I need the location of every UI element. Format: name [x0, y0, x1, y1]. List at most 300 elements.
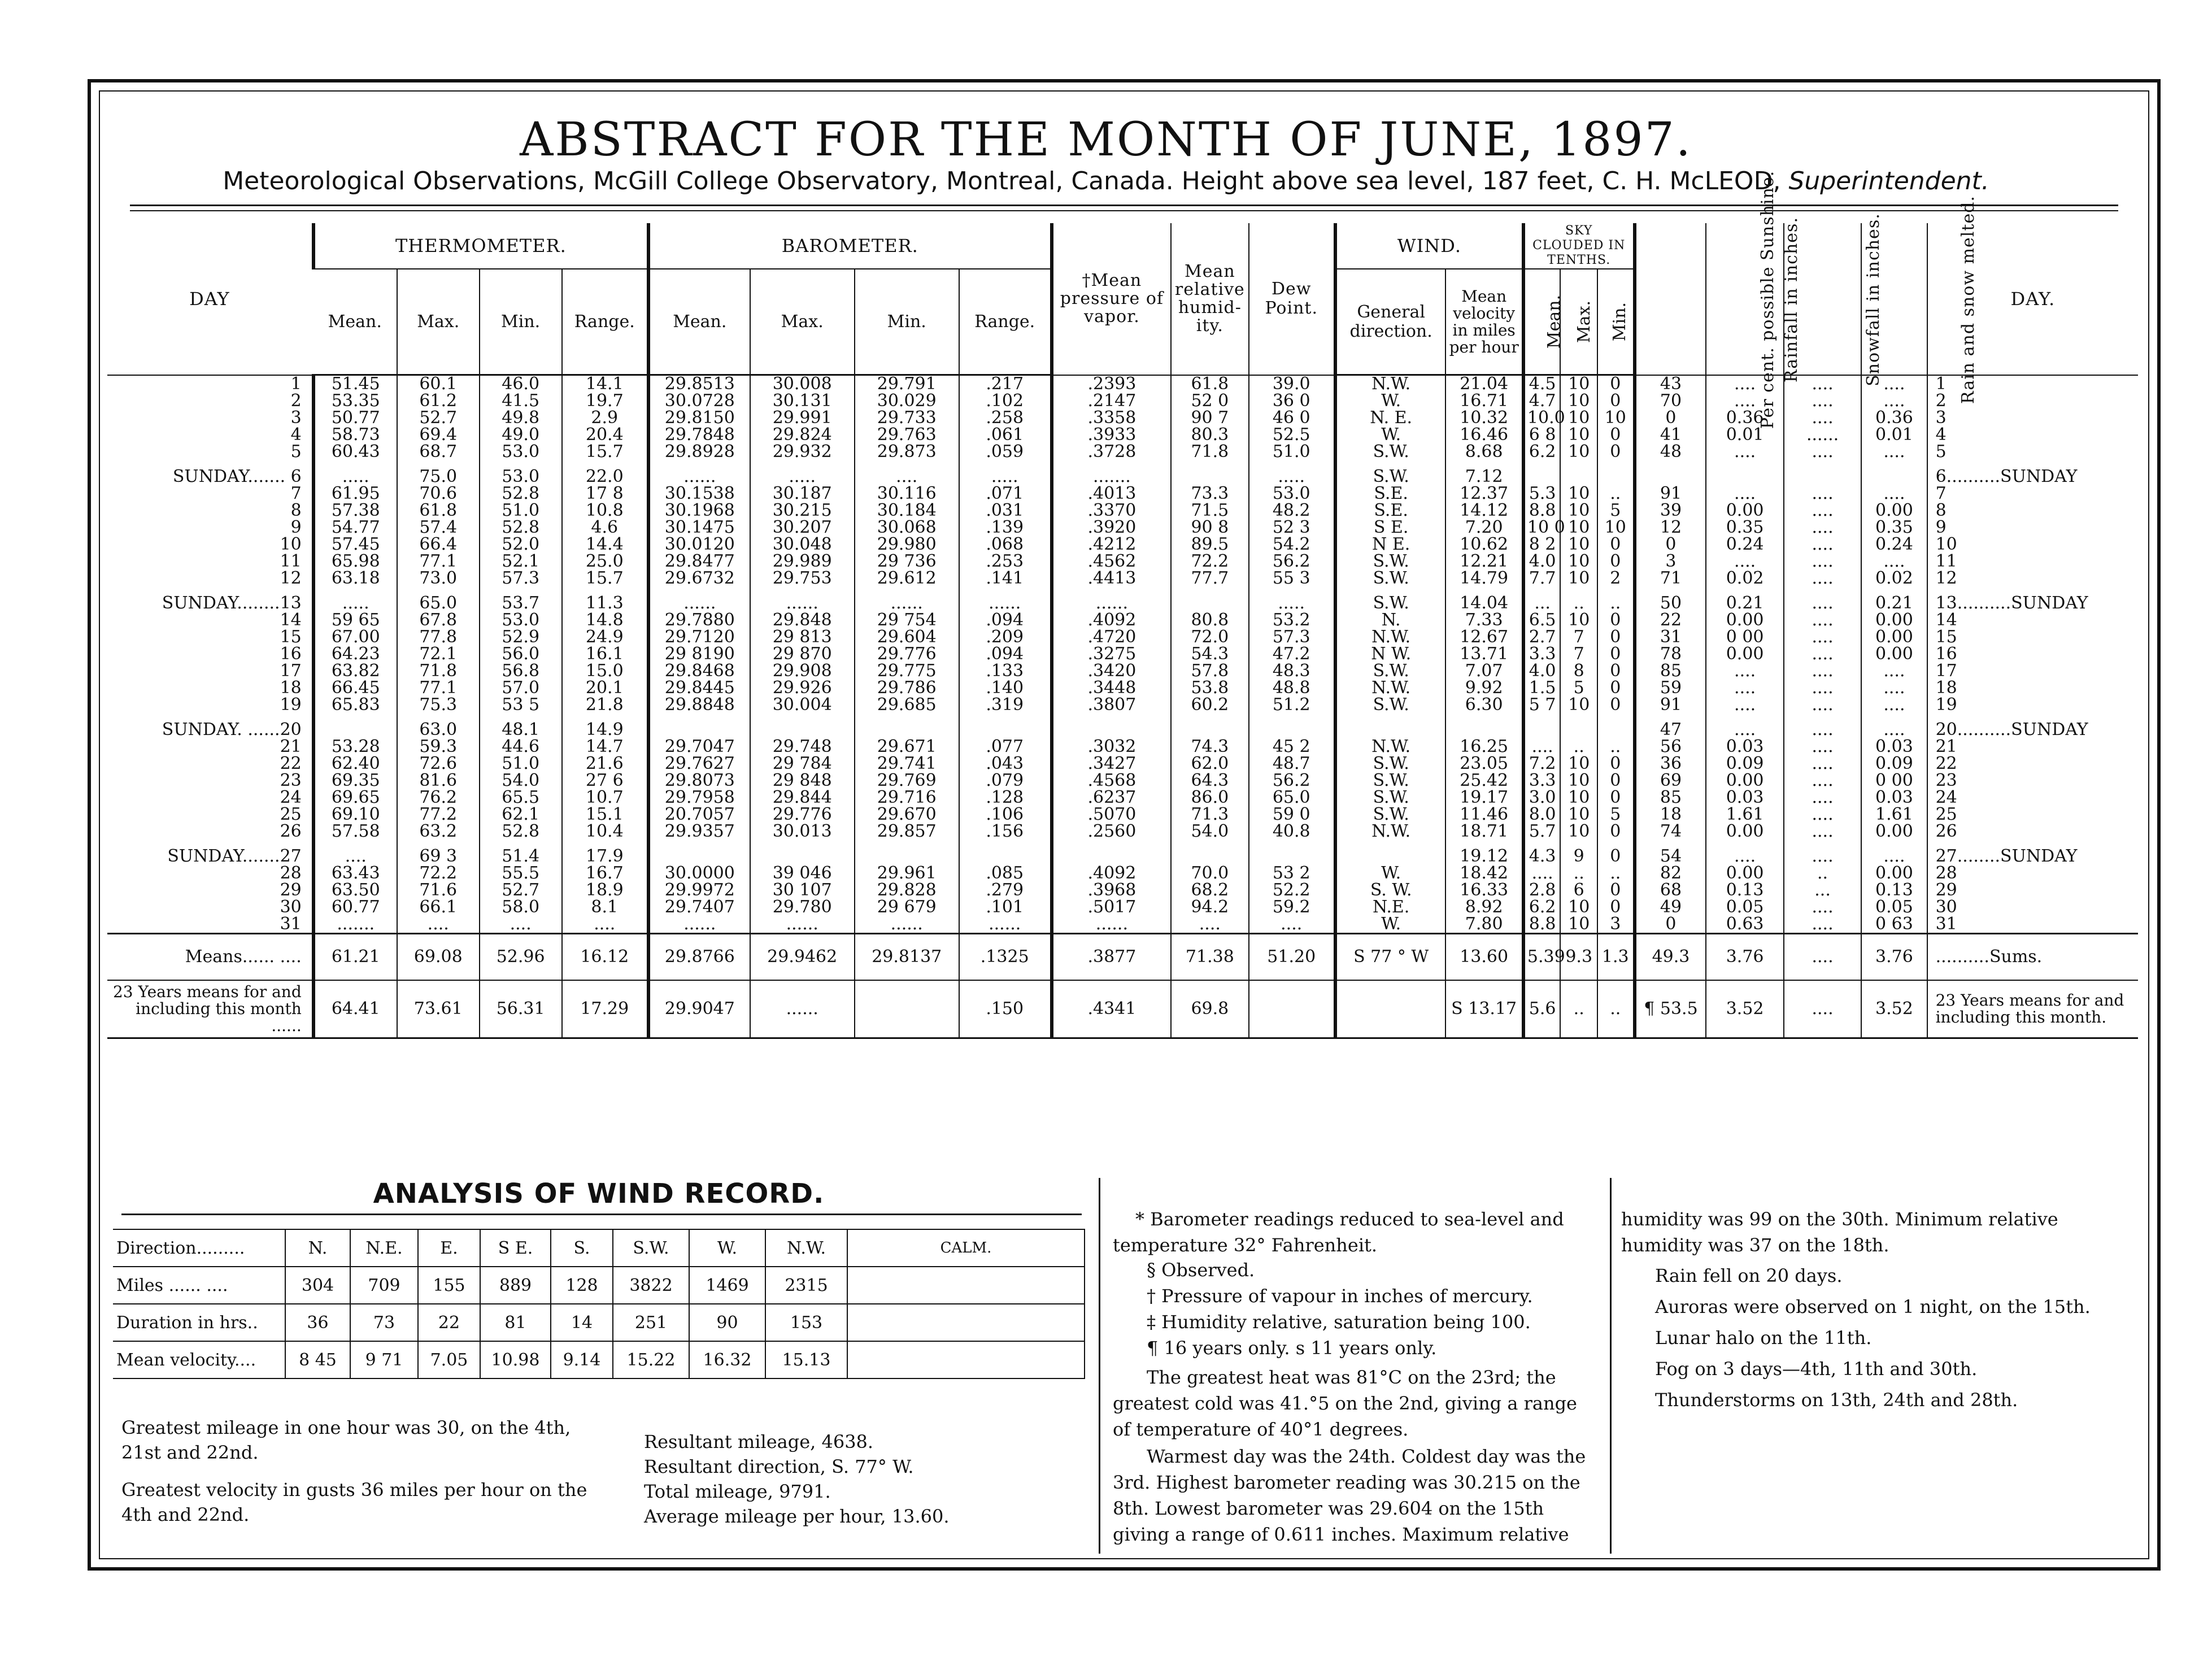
cell-20: 26 — [1927, 823, 2138, 840]
cell-12: 13.71 — [1445, 646, 1523, 663]
table-row — [107, 899, 2138, 916]
cell-19: .... — [1861, 721, 1927, 738]
cell-9: 80.8 — [1171, 612, 1248, 629]
cell-14: 10 — [1560, 375, 1597, 393]
cell-1: 73.61 — [397, 980, 480, 1038]
cell-2: 53.0 — [480, 468, 562, 485]
day-label: 25 — [280, 804, 302, 824]
cell-8: ...... — [1052, 595, 1171, 612]
cell-12: 7.20 — [1445, 519, 1523, 536]
cell-7: ...... — [959, 916, 1052, 934]
wind-cell: 14 — [551, 1304, 613, 1341]
cell-2: 52.8 — [480, 823, 562, 840]
cell-12 — [1445, 721, 1523, 738]
cell-5: 29.824 — [750, 427, 855, 443]
cell-16: 85 — [1635, 663, 1706, 680]
day-label: SUNDAY....... 6 — [172, 467, 302, 486]
cell-15: 0 — [1597, 629, 1635, 646]
cell-7: .106 — [959, 806, 1052, 823]
cell-19: 0.35 — [1861, 519, 1927, 536]
cell-7: .217 — [959, 375, 1052, 393]
cell-12: 23.05 — [1445, 755, 1523, 772]
cell-10: 56.2 — [1249, 553, 1335, 570]
cell-13: 6.5 — [1523, 612, 1561, 629]
cell-9: 53.8 — [1171, 680, 1248, 697]
cell-4: 29.7880 — [648, 612, 750, 629]
cell-18: .... — [1784, 848, 1861, 865]
cell-15: 0 — [1597, 848, 1635, 865]
cell-7: .031 — [959, 502, 1052, 519]
gap-cell — [959, 840, 1052, 848]
wind-cell: 1469 — [689, 1267, 765, 1304]
cell-2: 57.0 — [480, 680, 562, 697]
cell-12: 16.25 — [1445, 738, 1523, 755]
cell-14: 10 — [1560, 806, 1597, 823]
cell-8: .3933 — [1052, 427, 1171, 443]
cell-12: 14.79 — [1445, 570, 1523, 587]
cell-7: .128 — [959, 789, 1052, 806]
cell-2: 52.7 — [480, 882, 562, 899]
cell-12: 16.71 — [1445, 393, 1523, 410]
day-label: 18 — [280, 678, 302, 698]
cell-13: 8.0 — [1523, 806, 1561, 823]
cell-12: 12.37 — [1445, 485, 1523, 502]
cell-10: 52 3 — [1249, 519, 1335, 536]
cell-20: 30 — [1927, 899, 2138, 916]
cell-3: 18.9 — [562, 882, 648, 899]
cell-11: N.W. — [1335, 375, 1446, 393]
sky-mean-label: Mean. — [1544, 294, 1564, 349]
cell-20: 28 — [1927, 865, 2138, 882]
table-row — [107, 772, 2138, 789]
cell-5: 29.989 — [750, 553, 855, 570]
cell-9: 90 8 — [1171, 519, 1248, 536]
cell-16: 91 — [1635, 697, 1706, 714]
table-row — [107, 806, 2138, 823]
cell-19: 0.00 — [1861, 502, 1927, 519]
cell-9: 71.3 — [1171, 806, 1248, 823]
cell-5: 29.848 — [750, 612, 855, 629]
cell-13: 7.2 — [1523, 755, 1561, 772]
cell-11: S.W. — [1335, 468, 1446, 485]
cell-5: 29.926 — [750, 680, 855, 697]
gap-cell — [648, 714, 750, 721]
cell-14: 10 — [1560, 410, 1597, 427]
cell-4: 29.8468 — [648, 663, 750, 680]
cell-1: 77.8 — [397, 629, 480, 646]
cell-14: 10 — [1560, 427, 1597, 443]
cell-15: 0 — [1597, 789, 1635, 806]
cell-4 — [648, 848, 750, 865]
wind-header-row — [113, 1229, 1085, 1267]
gap-cell — [1597, 460, 1635, 468]
cell-7 — [959, 848, 1052, 865]
cell-1: .... — [397, 916, 480, 934]
cell-14 — [1560, 721, 1597, 738]
cell-20: 18 — [1927, 680, 2138, 697]
cell-16: 0 — [1635, 536, 1706, 553]
cell-7: .085 — [959, 865, 1052, 882]
cell-7: .079 — [959, 772, 1052, 789]
remark-lunar-halo: Lunar halo on the 11th. — [1655, 1327, 1872, 1349]
cell-10: 51.20 — [1249, 934, 1335, 981]
cell-7: .140 — [959, 680, 1052, 697]
cell-16: 41 — [1635, 427, 1706, 443]
cell-10: 53.0 — [1249, 485, 1335, 502]
cell-15: 0 — [1597, 823, 1635, 840]
cell-8: .3807 — [1052, 697, 1171, 714]
cell-14: 9 — [1560, 848, 1597, 865]
cell-15: 0 — [1597, 443, 1635, 460]
cell-17: 0.00 — [1706, 772, 1783, 789]
cell-19: 0.21 — [1861, 595, 1927, 612]
cell-8: ...... — [1052, 916, 1171, 934]
cell-9: 54.3 — [1171, 646, 1248, 663]
rainfall-label: Rainfall in inches. — [1782, 216, 1802, 382]
day-label: 22 — [280, 754, 302, 773]
wind-header-cell: E. — [418, 1229, 480, 1267]
cell-15: 0 — [1597, 393, 1635, 410]
cell-15: .. — [1597, 595, 1635, 612]
cell-15: 0 — [1597, 772, 1635, 789]
cell-20: 10 — [1927, 536, 2138, 553]
day-label: 26 — [280, 821, 302, 841]
cell-11: S.W. — [1335, 697, 1446, 714]
cell-13: 6.2 — [1523, 899, 1561, 916]
cell-17: 0.00 — [1706, 823, 1783, 840]
cell-19: .... — [1861, 553, 1927, 570]
cell-9: .... — [1171, 916, 1248, 934]
cell-15: .. — [1597, 738, 1635, 755]
gap-cell — [1784, 460, 1861, 468]
cell-5: 30 107 — [750, 882, 855, 899]
cell-6: 29 679 — [855, 899, 959, 916]
cell-11: N. — [1335, 612, 1446, 629]
cell-11: S.E. — [1335, 485, 1446, 502]
cell-18: ... — [1784, 882, 1861, 899]
cell-8: .5070 — [1052, 806, 1171, 823]
gap-cell — [1171, 714, 1248, 721]
cell-14: 6 — [1560, 882, 1597, 899]
cell-13: 4.0 — [1523, 553, 1561, 570]
day-label: 9 — [290, 517, 302, 537]
cell-5: 30.048 — [750, 536, 855, 553]
cell-3: 2.9 — [562, 410, 648, 427]
cell-1: 66.4 — [397, 536, 480, 553]
cell-9: 52 0 — [1171, 393, 1248, 410]
table-row — [107, 410, 2138, 427]
cell-4: 29.8477 — [648, 553, 750, 570]
cell-13: 6 8 — [1523, 427, 1561, 443]
cell-9: 72.2 — [1171, 553, 1248, 570]
cell-9: 94.2 — [1171, 899, 1248, 916]
cell-9: 80.3 — [1171, 427, 1248, 443]
cell-7: .141 — [959, 570, 1052, 587]
cell-14: 7 — [1560, 629, 1597, 646]
sky-max-header — [1560, 269, 1597, 375]
cell-4: 30.0120 — [648, 536, 750, 553]
wind-cell: 9.14 — [551, 1341, 613, 1378]
cell-11: S.E. — [1335, 502, 1446, 519]
day-label: 31 — [280, 914, 302, 934]
cell-14: 10 — [1560, 697, 1597, 714]
gap-cell — [1523, 460, 1561, 468]
cell-14: 10 — [1560, 519, 1597, 536]
cell-16: 36 — [1635, 755, 1706, 772]
cell-4: 29.8766 — [648, 934, 750, 981]
cell-0: 57.45 — [313, 536, 397, 553]
gap-cell — [648, 840, 750, 848]
cell-14: 5 — [1560, 680, 1597, 697]
cell-0: 53.28 — [313, 738, 397, 755]
cell-2: 44.6 — [480, 738, 562, 755]
cell-0: ..... — [313, 468, 397, 485]
cell-20: 14 — [1927, 612, 2138, 629]
therm-min-header: Min. — [480, 269, 562, 375]
cell-16: ¶ 53.5 — [1635, 980, 1706, 1038]
cell-0: 69.35 — [313, 772, 397, 789]
cell-19: .... — [1861, 663, 1927, 680]
cell-3: 8.1 — [562, 899, 648, 916]
cell-4: ...... — [648, 916, 750, 934]
cell-9: 86.0 — [1171, 789, 1248, 806]
cell-4: 30.0000 — [648, 865, 750, 882]
cell-6: 30.184 — [855, 502, 959, 519]
wind-title-rule — [121, 1214, 1082, 1215]
cell-11: S.W. — [1335, 806, 1446, 823]
gap-cell — [1523, 714, 1561, 721]
cell-19: 3.76 — [1861, 934, 1927, 981]
cell-20: 9 — [1927, 519, 2138, 536]
cell-12: 18.71 — [1445, 823, 1523, 840]
cell-14: 8 — [1560, 663, 1597, 680]
cell-3: 15.7 — [562, 443, 648, 460]
gap-cell — [1861, 460, 1927, 468]
cell-20: 2 — [1927, 393, 2138, 410]
cell-20: 24 — [1927, 789, 2138, 806]
paragraph-barometer: Warmest day was the 24th. Coldest day was the 3rd. Highest barometer reading was 30.215 on the 8th. Lowest barometer was 29.604 on the 15th giving a range of 0.611 inches. Maximum relative — [1113, 1446, 1586, 1545]
gap-cell — [1597, 714, 1635, 721]
day-label: SUNDAY........13 — [162, 593, 302, 613]
cell-7: .059 — [959, 443, 1052, 460]
cell-2: 52.0 — [480, 536, 562, 553]
wind-cell: 81 — [480, 1304, 551, 1341]
cell-6: 30.116 — [855, 485, 959, 502]
cell-8: .5017 — [1052, 899, 1171, 916]
cell-11: W. — [1335, 427, 1446, 443]
gap-cell — [1171, 587, 1248, 595]
cell-2: 48.1 — [480, 721, 562, 738]
table-row — [107, 485, 2138, 502]
cell-11: N E. — [1335, 536, 1446, 553]
wind-header-cell: N.W. — [765, 1229, 847, 1267]
cell-20: 31 — [1927, 916, 2138, 934]
wind-note-greatest-velocity: Greatest velocity in gusts 36 miles per hour on the 4th and 22nd. — [121, 1479, 587, 1525]
cell-8: .2393 — [1052, 375, 1171, 393]
cell-14: .. — [1560, 865, 1597, 882]
cell-19: .... — [1861, 697, 1927, 714]
footnote-vapour: † Pressure of vapour in inches of mercury. — [1147, 1285, 1533, 1307]
cell-10: 36 0 — [1249, 393, 1335, 410]
cell-5: 29 813 — [750, 629, 855, 646]
cell-1: 69 3 — [397, 848, 480, 865]
cell-9: 71.8 — [1171, 443, 1248, 460]
cell-15: 0 — [1597, 553, 1635, 570]
cell-2: 51.4 — [480, 848, 562, 865]
cell-3: 16.7 — [562, 865, 648, 882]
cell-9: 54.0 — [1171, 823, 1248, 840]
gap-cell — [750, 714, 855, 721]
cell-20: 21 — [1927, 738, 2138, 755]
cell-18: .... — [1784, 899, 1861, 916]
cell-17: 0.00 — [1706, 612, 1783, 629]
table-row — [107, 502, 2138, 519]
cell-19: 1.61 — [1861, 806, 1927, 823]
cell-12: 9.92 — [1445, 680, 1523, 697]
wind-cell: 7.05 — [418, 1341, 480, 1378]
wind-cell: 889 — [480, 1267, 551, 1304]
day-label: 29 — [280, 880, 302, 900]
cell-4: 29.7958 — [648, 789, 750, 806]
cell-2: 49.8 — [480, 410, 562, 427]
day-label: 2 — [290, 391, 302, 411]
cell-3: 15.1 — [562, 806, 648, 823]
cell-0: 64.41 — [313, 980, 397, 1038]
cell-2: 52.9 — [480, 629, 562, 646]
cell-2: 58.0 — [480, 899, 562, 916]
wind-analysis-title: ANALYSIS OF WIND RECORD. — [373, 1178, 825, 1210]
cell-20: 20..........SUNDAY — [1927, 721, 2138, 738]
cell-1: 81.6 — [397, 772, 480, 789]
cell-15 — [1597, 468, 1635, 485]
cell-18: .... — [1784, 721, 1861, 738]
cell-2: 56.0 — [480, 646, 562, 663]
cell-10: 47.2 — [1249, 646, 1335, 663]
cell-14: 10 — [1560, 772, 1597, 789]
cell-3: 14.9 — [562, 721, 648, 738]
cell-16: 56 — [1635, 738, 1706, 755]
cell-19: .... — [1861, 393, 1927, 410]
gap-cell — [750, 840, 855, 848]
cell-20: 3 — [1927, 410, 2138, 427]
table-row — [107, 393, 2138, 410]
table-row — [107, 738, 2138, 755]
average-mileage: Average mileage per hour, 13.60. — [644, 1506, 950, 1527]
gap-cell — [1052, 840, 1171, 848]
day-label: 12 — [280, 568, 302, 588]
cell-3: 10.8 — [562, 502, 648, 519]
table-row — [107, 612, 2138, 629]
cell-20: ..........Sums. — [1927, 934, 2138, 981]
day-label: 5 — [290, 442, 302, 462]
cell-1: 61.8 — [397, 502, 480, 519]
cell-1: 61.2 — [397, 393, 480, 410]
cell-1: 77.1 — [397, 680, 480, 697]
table-row — [107, 375, 2138, 393]
cell-18: .... — [1784, 519, 1861, 536]
cell-3: 25.0 — [562, 553, 648, 570]
sunshine-label: Per cent. possible Sunshine. — [1757, 170, 1778, 429]
cell-6: 29.8137 — [855, 934, 959, 981]
cell-17: 0.02 — [1706, 570, 1783, 587]
cell-16: 59 — [1635, 680, 1706, 697]
cell-8: .4013 — [1052, 485, 1171, 502]
cell-2: 52.8 — [480, 485, 562, 502]
cell-1: 67.8 — [397, 612, 480, 629]
cell-20: 13..........SUNDAY — [1927, 595, 2138, 612]
cell-8: .3420 — [1052, 663, 1171, 680]
gap-cell — [1171, 460, 1248, 468]
cell-7: .043 — [959, 755, 1052, 772]
cell-6: 29.791 — [855, 375, 959, 393]
cell-20: 25 — [1927, 806, 2138, 823]
cell-1: 77.2 — [397, 806, 480, 823]
cell-4: 30.0728 — [648, 393, 750, 410]
day-label: 10 — [280, 534, 302, 554]
cell-6 — [855, 848, 959, 865]
cell-19: 0.13 — [1861, 882, 1927, 899]
cell-16: 71 — [1635, 570, 1706, 587]
title-rule-2 — [130, 210, 2118, 211]
cell-12: S 13.17 — [1445, 980, 1523, 1038]
cell-18: .... — [1784, 663, 1861, 680]
cell-16: 39 — [1635, 502, 1706, 519]
cell-13: 5.7 — [1523, 823, 1561, 840]
day-label: 15 — [280, 627, 302, 647]
cell-12: 18.42 — [1445, 865, 1523, 882]
cell-13: 1.5 — [1523, 680, 1561, 697]
cell-7: .150 — [959, 980, 1052, 1038]
cell-4: 30.1538 — [648, 485, 750, 502]
cell-0: 53.35 — [313, 393, 397, 410]
cell-14: 7 — [1560, 646, 1597, 663]
cell-14: .. — [1560, 595, 1597, 612]
cell-0: 63.82 — [313, 663, 397, 680]
cell-10: 45 2 — [1249, 738, 1335, 755]
cell-3: 24.9 — [562, 629, 648, 646]
humidity-header: Mean relative humid- ity. — [1171, 223, 1248, 375]
cell-6: 29.980 — [855, 536, 959, 553]
wind-cell: Miles ...... .... — [113, 1267, 285, 1304]
cell-0: 61.21 — [313, 934, 397, 981]
title-rule-1 — [130, 205, 2118, 206]
cell-4: 29.9972 — [648, 882, 750, 899]
cell-13: 2.8 — [1523, 882, 1561, 899]
cell-17: 0.03 — [1706, 738, 1783, 755]
cell-15: 0 — [1597, 882, 1635, 899]
wind-header-cell: W. — [689, 1229, 765, 1267]
wind-row — [113, 1267, 1085, 1304]
cell-12: 19.17 — [1445, 789, 1523, 806]
cell-16: 70 — [1635, 393, 1706, 410]
cell-4: 29.9357 — [648, 823, 750, 840]
wind-row — [113, 1304, 1085, 1341]
cell-14: 10 — [1560, 393, 1597, 410]
gap-cell — [1560, 714, 1597, 721]
cell-6 — [855, 721, 959, 738]
cell-2: 53 5 — [480, 697, 562, 714]
cell-19: 0.05 — [1861, 899, 1927, 916]
cell-11: S.W. — [1335, 789, 1446, 806]
cell-11 — [1335, 721, 1446, 738]
cell-17: 0.05 — [1706, 899, 1783, 916]
cell-3: 19.7 — [562, 393, 648, 410]
cell-14: 10 — [1560, 502, 1597, 519]
cell-13: 8 2 — [1523, 536, 1561, 553]
cell-2: 56.8 — [480, 663, 562, 680]
gap-cell — [959, 714, 1052, 721]
cell-3: 15.0 — [562, 663, 648, 680]
